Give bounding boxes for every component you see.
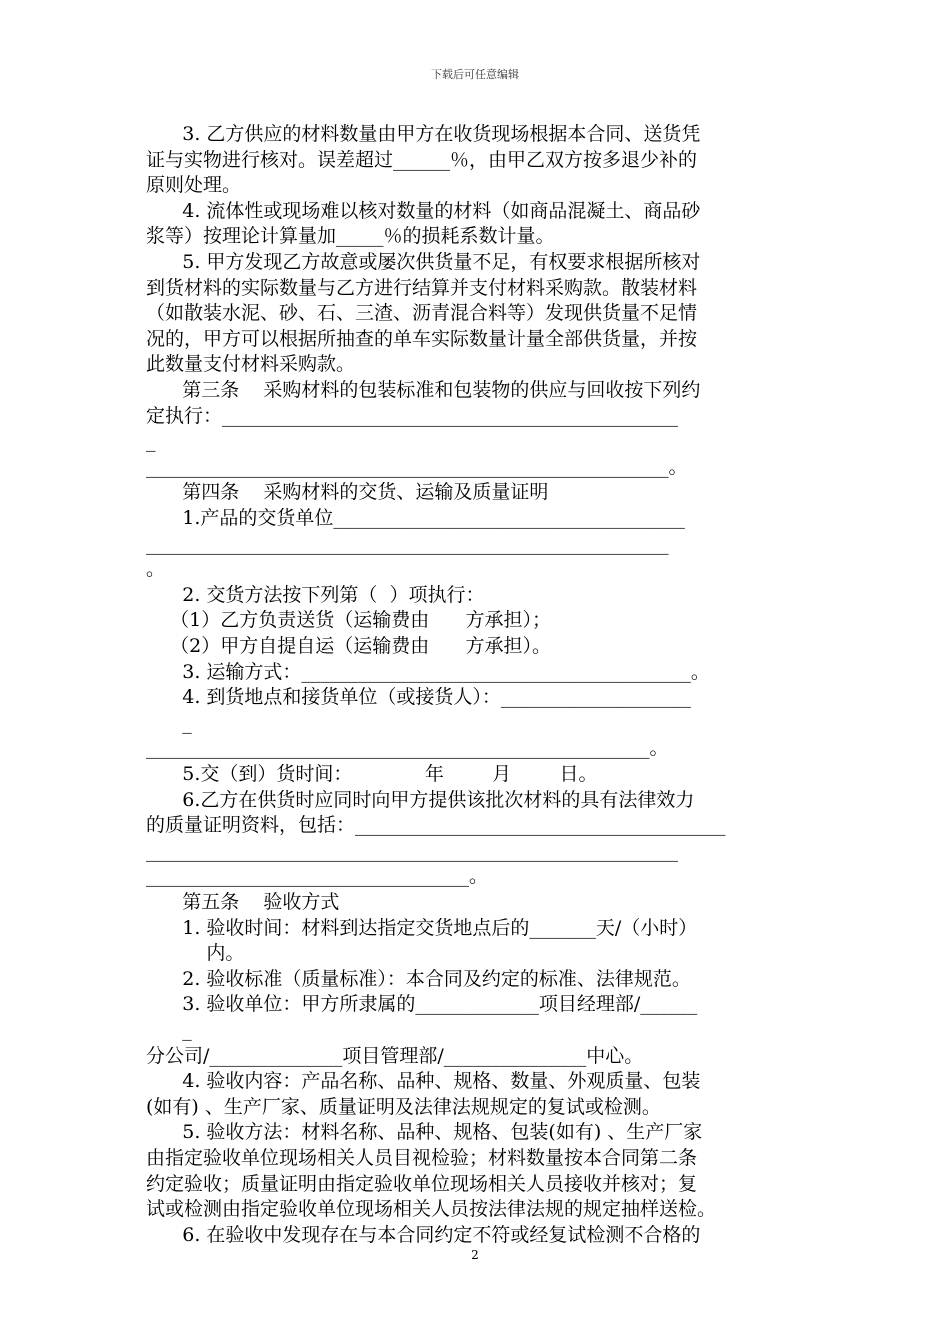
text-line: 2. 交货方法按下列第（ ）项执行： bbox=[146, 583, 485, 606]
text-line: 6. 在验收中发现存在与本合同约定不符或经复试检测不合格的 bbox=[146, 1223, 701, 1246]
page-header: 下载后可任意编辑 bbox=[431, 68, 519, 81]
text-line: 浆等）按理论计算量加_____％的损耗系数计量。 bbox=[146, 225, 555, 248]
text-line: 试或检测由指定验收单位现场相关人员按法律法规的规定抽样送检。 bbox=[146, 1198, 717, 1221]
text-line: 5. 甲方发现乙方故意或屡次供货量不足，有权要求根据所核对 bbox=[146, 251, 701, 273]
text-line: （1）乙方负责送货（运输费由 方承担）； bbox=[146, 609, 551, 632]
text-line: 第三条 采购材料的包装标准和包装物的供应与回收按下列约 bbox=[146, 379, 701, 401]
text-line: 3. 乙方供应的材料数量由甲方在收货现场根据本合同、送货凭 bbox=[146, 123, 701, 145]
text-line: 内。 bbox=[146, 942, 245, 965]
text-line: 分公司/______________项目管理部/_______________中心。 bbox=[146, 1044, 644, 1067]
text-line: 由指定验收单位现场相关人员目视检验；材料数量按本合同第二条 bbox=[146, 1147, 698, 1169]
text-line: (如有) 、生产厂家、质量证明及法律法规规定的复试或检测。 bbox=[146, 1095, 661, 1118]
text-line: 5.交（到）货时间： 年 月 日。 bbox=[146, 763, 598, 785]
text-line: _ bbox=[146, 430, 156, 453]
text-line: 3. 运输方式：_________________________________________。 bbox=[146, 660, 710, 683]
text-line: 1. 验收时间：材料到达指定交货地点后的_______天/（小时） bbox=[146, 916, 698, 939]
text-line: 定执行：________________________________________________ bbox=[146, 404, 679, 427]
text-line: 4. 流体性或现场难以核对数量的材料（如商品混凝土、商品砂 bbox=[146, 199, 701, 222]
text-line: 约定验收；质量证明由指定验收单位现场相关人员接收并核对；复 bbox=[146, 1172, 698, 1195]
text-line: _______________________________________________________ bbox=[146, 532, 669, 555]
text-line: 4. 验收内容：产品名称、品种、规格、数量、外观质量、包装 bbox=[146, 1070, 701, 1093]
text-line: 5. 验收方法：材料名称、品种、规格、包装(如有) 、生产厂家 bbox=[146, 1121, 703, 1144]
text-line: __________________________________。 bbox=[146, 865, 489, 888]
text-line: 原则处理。 bbox=[146, 174, 242, 197]
text-line: （2）甲方自提自运（运输费由 方承担）。 bbox=[146, 635, 551, 657]
text-line: 证与实物进行核对。误差超过______％，由甲乙双方按多退少补的 bbox=[146, 148, 698, 171]
text-line: _ bbox=[146, 711, 192, 734]
text-line: 1.产品的交货单位_____________________________________ bbox=[146, 507, 685, 529]
text-line: 3. 验收单位：甲方所隶属的_____________项目经理部/______ bbox=[146, 993, 698, 1016]
text-line: 此数量支付材料采购款。 bbox=[146, 353, 356, 376]
text-line: 第四条 采购材料的交货、运输及质量证明 bbox=[146, 481, 549, 504]
text-line: （如散装水泥、砂、石、三渣、沥青混合料等）发现供货量不足情 bbox=[146, 302, 698, 325]
text-line: _______________________________________________________。 bbox=[146, 455, 688, 478]
text-line: ________________________________________________________ bbox=[146, 839, 678, 862]
text-line: 的质量证明资料，包括：_______________________________________ bbox=[146, 814, 726, 837]
text-line: 到货材料的实际数量与乙方进行结算并支付材料采购款。散装材料 bbox=[146, 276, 698, 299]
page-number: 2 bbox=[471, 1248, 479, 1262]
text-line: _ bbox=[146, 1019, 192, 1041]
text-line: 4. 到货地点和接货单位（或接货人）：____________________ bbox=[146, 686, 691, 709]
text-line: 6.乙方在供货时应同时向甲方提供该批次材料的具有法律效力 bbox=[146, 788, 695, 811]
text-line: 2. 验收标准（质量标准）：本合同及约定的标准、法律规范。 bbox=[146, 967, 691, 990]
text-line: _____________________________________________________。 bbox=[146, 737, 669, 760]
text-line: 。 bbox=[146, 558, 166, 581]
text-line: 第五条 验收方式 bbox=[146, 891, 340, 913]
text-line: 况的，甲方可以根据所抽查的单车实际数量计量全部供货量，并按 bbox=[146, 327, 698, 350]
